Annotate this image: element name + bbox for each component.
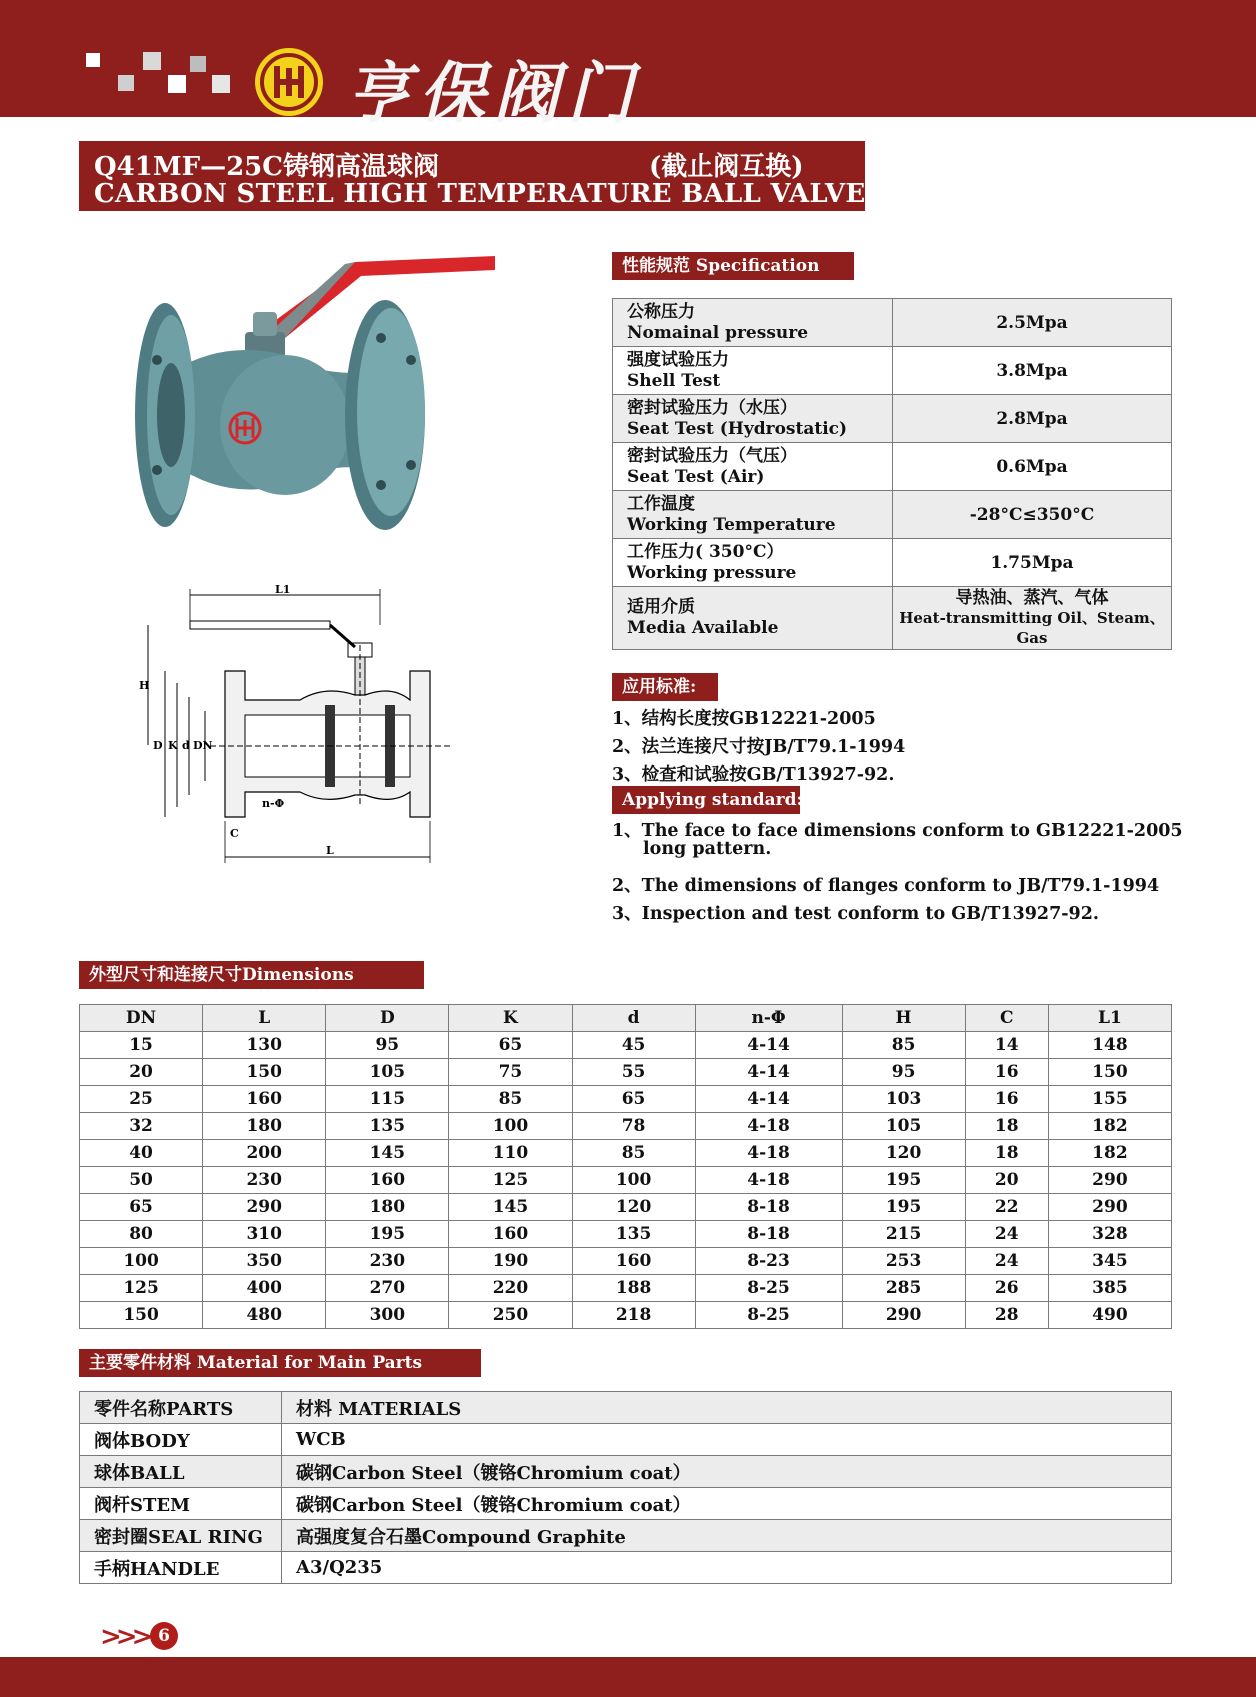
dim-cell: 200 (203, 1140, 326, 1167)
dim-cell: 22 (965, 1194, 1048, 1221)
spec-label-en: Seat Test (Air) (627, 466, 765, 487)
spec-value-text: 2.8Mpa (996, 408, 1068, 429)
dim-cell: 385 (1048, 1275, 1171, 1302)
part-name: 零件名称PARTS (80, 1392, 282, 1424)
dim-column-header: DN (80, 1005, 203, 1032)
dimensions-heading: 外型尺寸和连接尺寸Dimensions (79, 961, 424, 989)
dim-cell: 145 (326, 1140, 449, 1167)
materials-heading: 主要零件材料 Material for Main Parts (79, 1349, 481, 1377)
dim-cell: 4-14 (695, 1059, 842, 1086)
table-row (80, 1552, 1172, 1584)
spec-value-text: -28°C≤350°C (969, 504, 1095, 525)
part-material: 碳钢Carbon Steel（镀铬Chromium coat） (282, 1488, 1172, 1520)
dim-cell: 8-18 (695, 1221, 842, 1248)
table-row (80, 1248, 1172, 1275)
part-material: 材料 MATERIALS (282, 1392, 1172, 1424)
dim-cell: 290 (1048, 1167, 1171, 1194)
dim-cell: 105 (842, 1113, 965, 1140)
dim-cell: 155 (1048, 1086, 1171, 1113)
part-material: 碳钢Carbon Steel（镀铬Chromium coat） (282, 1456, 1172, 1488)
dim-cell: 85 (449, 1086, 572, 1113)
dim-cell: 85 (842, 1032, 965, 1059)
dim-cell: 95 (326, 1032, 449, 1059)
table-row (80, 1424, 1172, 1456)
dim-cell: 290 (1048, 1194, 1171, 1221)
table-row (80, 1488, 1172, 1520)
dim-cell: 310 (203, 1221, 326, 1248)
dim-cell: 80 (80, 1221, 203, 1248)
dim-column-header: d (572, 1005, 695, 1032)
dim-cell: 100 (572, 1167, 695, 1194)
dim-cell: 290 (842, 1302, 965, 1329)
dim-cell: 18 (965, 1113, 1048, 1140)
dim-cell: 78 (572, 1113, 695, 1140)
dim-cell: 180 (203, 1113, 326, 1140)
dim-cell: 16 (965, 1086, 1048, 1113)
spec-label-en: Nomainal pressure (627, 322, 809, 343)
dim-cell: 65 (572, 1086, 695, 1113)
spec-label (613, 587, 893, 650)
spec-row (613, 587, 1172, 650)
part-name: 手柄HANDLE (80, 1552, 282, 1584)
decor-square (212, 75, 230, 93)
dim-label-nphi: n-Φ (262, 797, 285, 810)
spec-value-text: 1.75Mpa (990, 552, 1074, 573)
dim-cell: 85 (572, 1140, 695, 1167)
dim-cell: 55 (572, 1059, 695, 1086)
dim-cell: 4-18 (695, 1113, 842, 1140)
decor-square (168, 75, 186, 93)
dim-cell: 24 (965, 1221, 1048, 1248)
dim-cell: 120 (842, 1140, 965, 1167)
spec-label-en: Working Temperature (627, 514, 836, 535)
materials-table (79, 1391, 1172, 1584)
standards-cn-heading: 应用标准: (612, 673, 718, 701)
dim-cell: 135 (326, 1113, 449, 1140)
dim-column-header: n-Φ (695, 1005, 842, 1032)
part-material: A3/Q235 (282, 1552, 1172, 1584)
dim-cell: 103 (842, 1086, 965, 1113)
dim-cell: 195 (842, 1194, 965, 1221)
part-name: 阀杆STEM (80, 1488, 282, 1520)
dim-cell: 195 (326, 1221, 449, 1248)
spec-value (893, 347, 1172, 395)
spec-label-cn: 适用介质 (627, 597, 695, 617)
table-row (80, 1113, 1172, 1140)
dim-cell: 182 (1048, 1140, 1171, 1167)
table-row (80, 1275, 1172, 1302)
table-row (80, 1520, 1172, 1552)
dim-label-H: H (139, 679, 150, 692)
dim-cell: 110 (449, 1140, 572, 1167)
dim-cell: 40 (80, 1140, 203, 1167)
dim-cell: 250 (449, 1302, 572, 1329)
dim-cell: 230 (326, 1248, 449, 1275)
logo-mark-icon (255, 48, 323, 116)
spec-value-en: Heat-transmitting Oil、Steam、Gas (899, 609, 1165, 647)
spec-value (893, 491, 1172, 539)
dim-cell: 32 (80, 1113, 203, 1140)
dim-cell: 150 (203, 1059, 326, 1086)
dimensions-table (79, 1004, 1172, 1329)
decor-square (143, 52, 161, 70)
standard-en-item: 3、Inspection and test conform to GB/T13927-92. (612, 904, 1099, 924)
dim-cell: 218 (572, 1302, 695, 1329)
standard-cn-item: 3、检查和试验按GB/T13927-92. (612, 765, 895, 785)
spec-row (613, 299, 1172, 347)
dim-cell: 16 (965, 1059, 1048, 1086)
standards-en-heading: Applying standard: (612, 786, 800, 814)
dim-cell: 20 (965, 1167, 1048, 1194)
dim-cell: 148 (1048, 1032, 1171, 1059)
dim-cell: 150 (80, 1302, 203, 1329)
dim-cell: 8-25 (695, 1275, 842, 1302)
dim-cell: 8-25 (695, 1302, 842, 1329)
materials-header-row (80, 1392, 1172, 1424)
decor-square (86, 53, 100, 67)
spec-value (893, 587, 1172, 650)
dim-cell: 4-18 (695, 1167, 842, 1194)
title-alt: (截止阀互换) (649, 152, 804, 182)
dim-cell: 105 (326, 1059, 449, 1086)
table-row (80, 1456, 1172, 1488)
spec-value (893, 539, 1172, 587)
decor-square (190, 56, 206, 72)
spec-heading: 性能规范 Specification (612, 252, 854, 280)
dim-cell: 285 (842, 1275, 965, 1302)
dim-cell: 24 (965, 1248, 1048, 1275)
spec-row (613, 347, 1172, 395)
table-row (80, 1140, 1172, 1167)
dim-cell: 160 (326, 1167, 449, 1194)
spec-label-en: Media Available (627, 618, 779, 638)
technical-drawing (130, 585, 480, 865)
dim-cell: 8-18 (695, 1194, 842, 1221)
dim-cell: 328 (1048, 1221, 1171, 1248)
dim-cell: 65 (80, 1194, 203, 1221)
dim-cell: 75 (449, 1059, 572, 1086)
title-en: CARBON STEEL HIGH TEMPERATURE BALL VALVE (94, 179, 866, 209)
dim-column-header: L (203, 1005, 326, 1032)
table-row (80, 1167, 1172, 1194)
dim-column-header: H (842, 1005, 965, 1032)
dim-label-L: L (326, 844, 334, 857)
dim-cell: 135 (572, 1221, 695, 1248)
dim-label-L1: L1 (275, 585, 291, 596)
dim-cell: 25 (80, 1086, 203, 1113)
spec-label (613, 491, 893, 539)
table-row (80, 1059, 1172, 1086)
product-photo (135, 250, 505, 560)
dim-cell: 190 (449, 1248, 572, 1275)
dim-cell: 100 (449, 1113, 572, 1140)
dim-cell: 300 (326, 1302, 449, 1329)
spec-row (613, 395, 1172, 443)
dim-column-header: D (326, 1005, 449, 1032)
spec-label-en: Working pressure (627, 562, 797, 583)
standard-en-item: 2、The dimensions of flanges conform to JB/T79.1-1994 (612, 876, 1160, 896)
dim-cell: 180 (326, 1194, 449, 1221)
dim-label-C: C (230, 827, 239, 840)
spec-value-text: 0.6Mpa (996, 456, 1068, 477)
title-banner (79, 141, 865, 211)
spec-label (613, 299, 893, 347)
footer-bar (0, 1657, 1256, 1697)
dim-label-DN: DN (193, 739, 213, 752)
dim-cell: 160 (572, 1248, 695, 1275)
brand-logo (255, 48, 323, 116)
dim-cell: 270 (326, 1275, 449, 1302)
dim-cell: 195 (842, 1167, 965, 1194)
standard-en-item: long pattern. (643, 839, 772, 859)
table-row (80, 1032, 1172, 1059)
spec-label-cn: 密封试验压力（水压） (627, 397, 797, 418)
spec-label-cn: 工作温度 (627, 493, 695, 514)
dim-cell: 230 (203, 1167, 326, 1194)
dim-cell: 95 (842, 1059, 965, 1086)
dim-label-D: D (153, 739, 163, 752)
dim-cell: 350 (203, 1248, 326, 1275)
table-row (80, 1302, 1172, 1329)
standard-cn-item: 1、结构长度按GB12221-2005 (612, 709, 876, 729)
dim-cell: 28 (965, 1302, 1048, 1329)
dim-cell: 480 (203, 1302, 326, 1329)
table-row (80, 1086, 1172, 1113)
dim-cell: 145 (449, 1194, 572, 1221)
spec-label-en: Shell Test (627, 370, 721, 391)
spec-value (893, 443, 1172, 491)
dim-cell: 150 (1048, 1059, 1171, 1086)
dim-cell: 100 (80, 1248, 203, 1275)
dim-label-d: d (182, 739, 190, 752)
part-material: 高强度复合石墨Compound Graphite (282, 1520, 1172, 1552)
spec-table (612, 298, 1172, 650)
spec-label-cn: 工作压力( 350°C） (627, 541, 784, 562)
spec-row (613, 539, 1172, 587)
spec-label-cn: 公称压力 (627, 301, 695, 322)
dim-column-header: L1 (1048, 1005, 1171, 1032)
title-cn: Q41MF—25C铸钢高温球阀 (94, 152, 439, 182)
dim-cell: 4-18 (695, 1140, 842, 1167)
dim-cell: 490 (1048, 1302, 1171, 1329)
part-name: 阀体BODY (80, 1424, 282, 1456)
spec-row (613, 443, 1172, 491)
dim-column-header: C (965, 1005, 1048, 1032)
dim-cell: 4-14 (695, 1032, 842, 1059)
spec-label-cn: 密封试验压力（气压） (627, 445, 797, 466)
spec-value-text: 2.5Mpa (996, 312, 1068, 333)
brand-name: 亨保阀门 (345, 54, 641, 132)
spec-label-cn: 强度试验压力 (627, 349, 729, 370)
spec-value (893, 395, 1172, 443)
part-material: WCB (282, 1424, 1172, 1456)
dim-cell: 15 (80, 1032, 203, 1059)
dim-cell: 253 (842, 1248, 965, 1275)
dim-column-header: K (449, 1005, 572, 1032)
spec-label (613, 347, 893, 395)
dim-cell: 125 (80, 1275, 203, 1302)
dim-cell: 50 (80, 1167, 203, 1194)
spec-value (893, 299, 1172, 347)
dim-cell: 345 (1048, 1248, 1171, 1275)
dim-cell: 215 (842, 1221, 965, 1248)
spec-row (613, 491, 1172, 539)
part-name: 球体BALL (80, 1456, 282, 1488)
spec-label (613, 443, 893, 491)
page-chevron-icon: >>> (100, 1622, 148, 1652)
spec-label (613, 539, 893, 587)
dim-cell: 188 (572, 1275, 695, 1302)
dim-cell: 4-14 (695, 1086, 842, 1113)
dim-cell: 26 (965, 1275, 1048, 1302)
spec-value-text: 导热油、蒸汽、气体 (955, 588, 1109, 608)
dim-label-K: K (168, 739, 178, 752)
dim-cell: 14 (965, 1032, 1048, 1059)
dim-cell: 160 (203, 1086, 326, 1113)
dim-cell: 18 (965, 1140, 1048, 1167)
spec-label-en: Seat Test (Hydrostatic) (627, 418, 848, 439)
table-row (80, 1194, 1172, 1221)
dim-cell: 120 (572, 1194, 695, 1221)
part-name: 密封圈SEAL RING (80, 1520, 282, 1552)
dim-cell: 220 (449, 1275, 572, 1302)
dim-cell: 130 (203, 1032, 326, 1059)
standard-cn-item: 2、法兰连接尺寸按JB/T79.1-1994 (612, 737, 906, 757)
dim-cell: 45 (572, 1032, 695, 1059)
spec-value-text: 3.8Mpa (996, 360, 1068, 381)
table-row (80, 1221, 1172, 1248)
dim-cell: 125 (449, 1167, 572, 1194)
standard-en-item: 1、The face to face dimensions conform to GB12221-2005 (612, 821, 1183, 841)
dim-cell: 160 (449, 1221, 572, 1248)
dim-cell: 65 (449, 1032, 572, 1059)
dim-cell: 20 (80, 1059, 203, 1086)
dim-cell: 8-23 (695, 1248, 842, 1275)
dim-cell: 115 (326, 1086, 449, 1113)
dim-cell: 400 (203, 1275, 326, 1302)
dim-cell: 290 (203, 1194, 326, 1221)
decor-square (118, 75, 134, 91)
dim-cell: 182 (1048, 1113, 1171, 1140)
spec-label (613, 395, 893, 443)
page-number: 6 (150, 1622, 178, 1650)
